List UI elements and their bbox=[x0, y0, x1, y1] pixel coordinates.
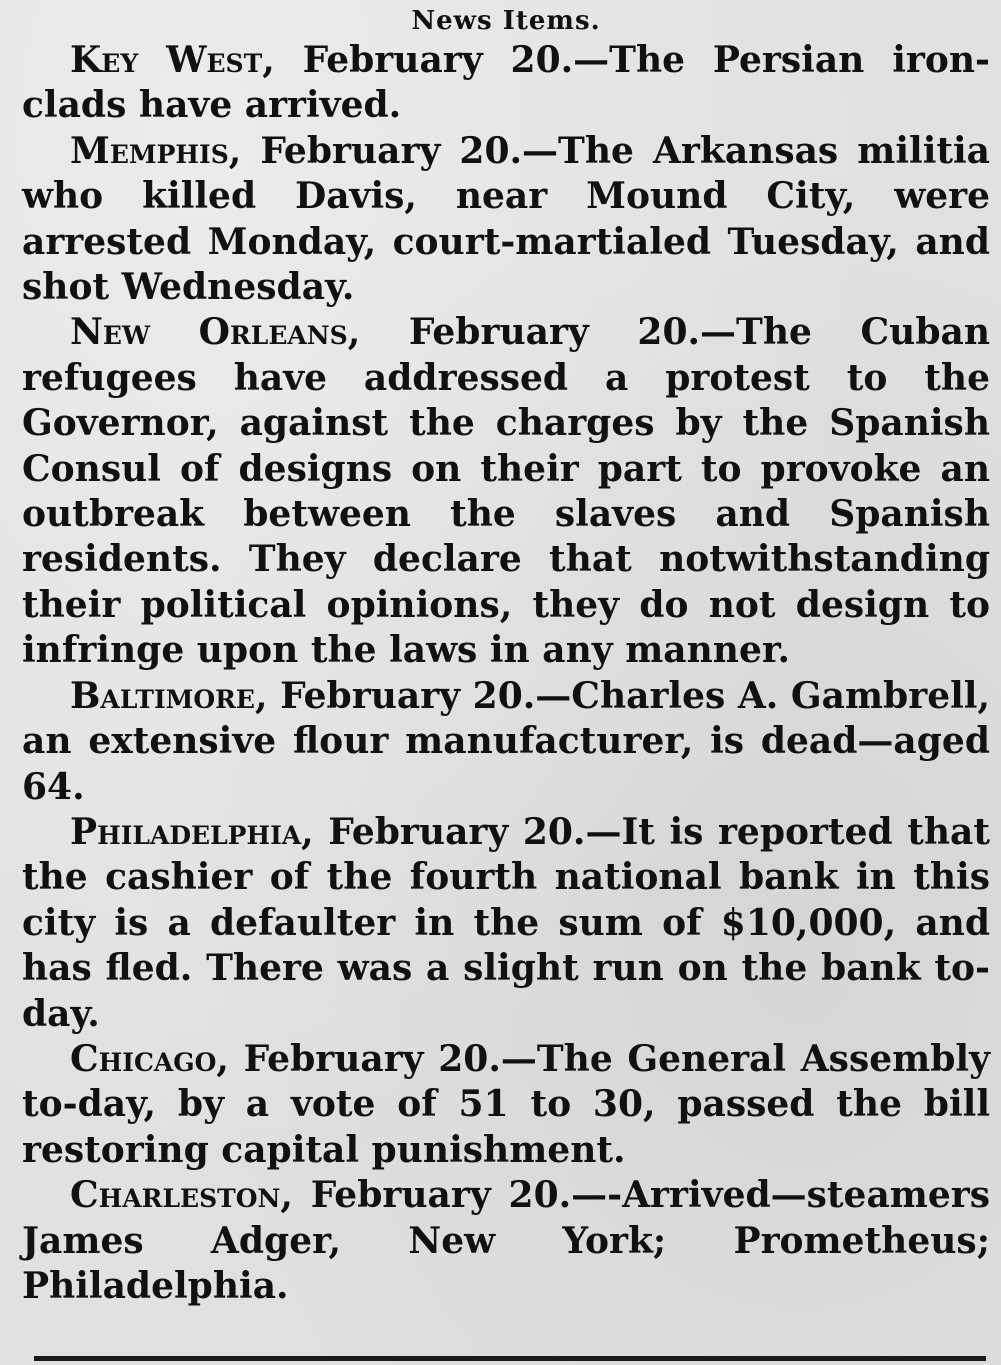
dateline: Chicago, bbox=[70, 1037, 244, 1080]
dateline: Key West, bbox=[70, 39, 303, 81]
dateline: Memphis, bbox=[70, 129, 261, 172]
news-item-memphis bbox=[22, 129, 990, 311]
column-rule bbox=[34, 1356, 986, 1361]
news-text: February 20.—-Arrived—steamers James Adger, New York; Prometheus; Philadelphia. bbox=[22, 1174, 991, 1307]
news-text: February 20.—The Cuban refugees have addressed a protest to the Governor, against the charges by the Spanish Consul of designs on their part to provoke an outbreak between the slaves and Spanish residents. They declare that notwithstanding their political opinions, they do not design to infringe upon the laws in any manner. bbox=[22, 311, 990, 672]
news-text: February 20.—Charles A. Gambrell, an extensive flour manufacturer, is dead—aged 64. bbox=[22, 674, 990, 808]
news-item-chicago bbox=[22, 1037, 990, 1173]
news-text: February 20.—It is reported that the cashier of the fourth national bank in this city is a defaulter in the sum of $10,000, and has fled. There was a slight run on the bank to-day. bbox=[22, 810, 990, 1035]
news-item-new-orleans bbox=[22, 310, 990, 673]
news-text: February 20.—The General Assembly to-day, by a vote of 51 to 30, passed the bill restoring capital punishment. bbox=[22, 1037, 990, 1171]
news-text: February 20.—The Persian iron-clads have arrived. bbox=[22, 39, 990, 127]
news-item-baltimore bbox=[22, 674, 990, 810]
news-item-charleston bbox=[22, 1173, 990, 1309]
dateline: Philadelphia, bbox=[70, 810, 329, 853]
news-item-philadelphia bbox=[22, 810, 990, 1037]
news-text: February 20.—The Arkansas militia who killed Davis, near Mound City, were arrested Monday, court-martialed Tuesday, and shot Wednesday. bbox=[22, 129, 990, 309]
dateline: Baltimore, bbox=[70, 674, 281, 717]
dateline: New Orleans, bbox=[70, 311, 409, 354]
news-column bbox=[22, 0, 990, 1309]
section-heading: News Items. bbox=[411, 6, 601, 36]
news-item-key-west bbox=[22, 38, 990, 129]
dateline: Charleston, bbox=[70, 1174, 311, 1217]
